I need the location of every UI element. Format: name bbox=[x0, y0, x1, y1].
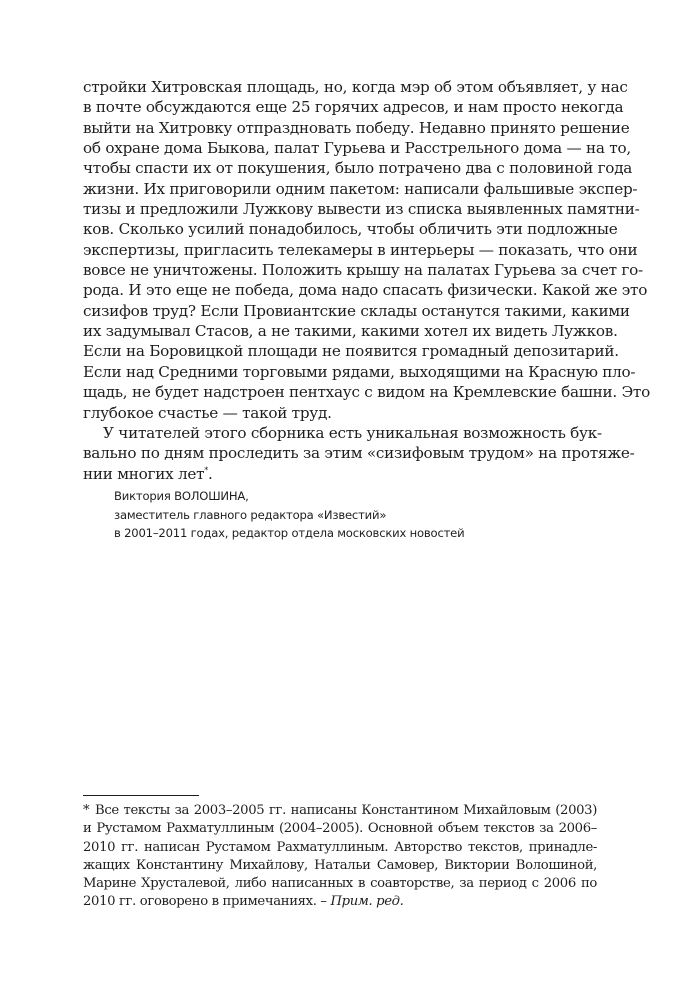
footnote bbox=[83, 802, 597, 912]
footnote-marker: * bbox=[83, 803, 90, 818]
footnote-line-last bbox=[83, 893, 597, 911]
text-line: чтобы спасти их от покушения, было потрачено два с половиной года bbox=[83, 159, 633, 178]
signature-name: Виктория ВОЛОШИНА, bbox=[114, 489, 249, 503]
paragraph-2 bbox=[83, 423, 635, 484]
signature-period: в 2001–2011 годах, редактор отдела московских новостей bbox=[114, 526, 465, 540]
text-line: сизифов труд? Если Провиантские склады останутся такими, какими bbox=[83, 301, 630, 320]
text-line: глубокое счастье — такой труд. bbox=[83, 403, 332, 422]
footnote-line bbox=[83, 802, 597, 820]
text-line-last bbox=[83, 464, 597, 484]
text-line: вально по дням проследить за этим «сизифовым трудом» на протяже- bbox=[83, 444, 635, 463]
text-line: ков. Сколько усилий понадобилось, чтобы обличить эти подложные bbox=[83, 220, 618, 239]
text-line-content: нии многих лет bbox=[83, 464, 205, 483]
footnote-line: 2010 гг. написан Рустамом Рахматуллиным. Авторство текстов, принадле- bbox=[83, 839, 597, 855]
footnote-line: Марине Хрусталевой, либо написанных в соавторстве, за период с 2006 по bbox=[83, 876, 597, 892]
footnote-reference[interactable]: * bbox=[204, 465, 209, 475]
text-line: тизы и предложили Лужкову вывести из списка выявленных памятни- bbox=[83, 200, 640, 219]
footnote-separator bbox=[83, 795, 199, 796]
footnote-line: и Рустамом Рахматуллиным (2004–2005). Основной объем текстов за 2006– bbox=[83, 821, 597, 837]
text-line: вовсе не уничтожены. Положить крышу на палатах Гурьева за счет го- bbox=[83, 261, 643, 280]
text-line: рода. И это еще не победа, дома надо спасать физически. Какой же это bbox=[83, 281, 648, 300]
text-line: в почте обсуждаются еще 25 горячих адресов, и нам просто некогда bbox=[83, 98, 624, 117]
sentence-end: . bbox=[208, 464, 213, 483]
text-line: стройки Хитровская площадь, но, когда мэр об этом объявляет, у нас bbox=[83, 78, 628, 96]
text-line: Если над Средними торговыми рядами, выходящими на Красную пло- bbox=[83, 362, 636, 381]
footnote-line-text: 2010 гг. оговорено в примечаниях. – bbox=[83, 894, 331, 910]
text-line: У читателей этого сборника есть уникальная возможность бук- bbox=[103, 423, 602, 442]
text-line: Если на Боровицкой площади не появится громадный депозитарий. bbox=[83, 342, 619, 361]
text-line: жизни. Их приговорили одним пакетом: написали фальшивые экспер- bbox=[83, 179, 638, 198]
footnote-line: жащих Константину Михайлову, Натальи Самовер, Виктории Волошиной, bbox=[83, 857, 597, 873]
signature-block bbox=[114, 487, 464, 543]
text-line: щадь, не будет надстроен пентхаус с видом на Кремлевские башни. Это bbox=[83, 383, 650, 402]
text-line: экспертизы, пригласить телекамеры в интерьеры — показать, что они bbox=[83, 240, 638, 259]
main-text bbox=[83, 77, 650, 484]
editor-note: Прим. ред. bbox=[330, 894, 404, 910]
text-line: их задумывал Стасов, а не такими, какими хотел их видеть Лужков. bbox=[83, 322, 618, 341]
paragraph-1 bbox=[83, 77, 650, 423]
text-line: об охране дома Быкова, палат Гурьева и Расстрельного дома — на то, bbox=[83, 139, 631, 158]
text-line: выйти на Хитровку отпраздновать победу. Недавно принято решение bbox=[83, 118, 630, 137]
signature-position: заместитель главного редактора «Известий» bbox=[114, 507, 387, 522]
footnote-line-text: Все тексты за 2003–2005 гг. написаны Константином Михайловым (2003) bbox=[95, 803, 597, 818]
